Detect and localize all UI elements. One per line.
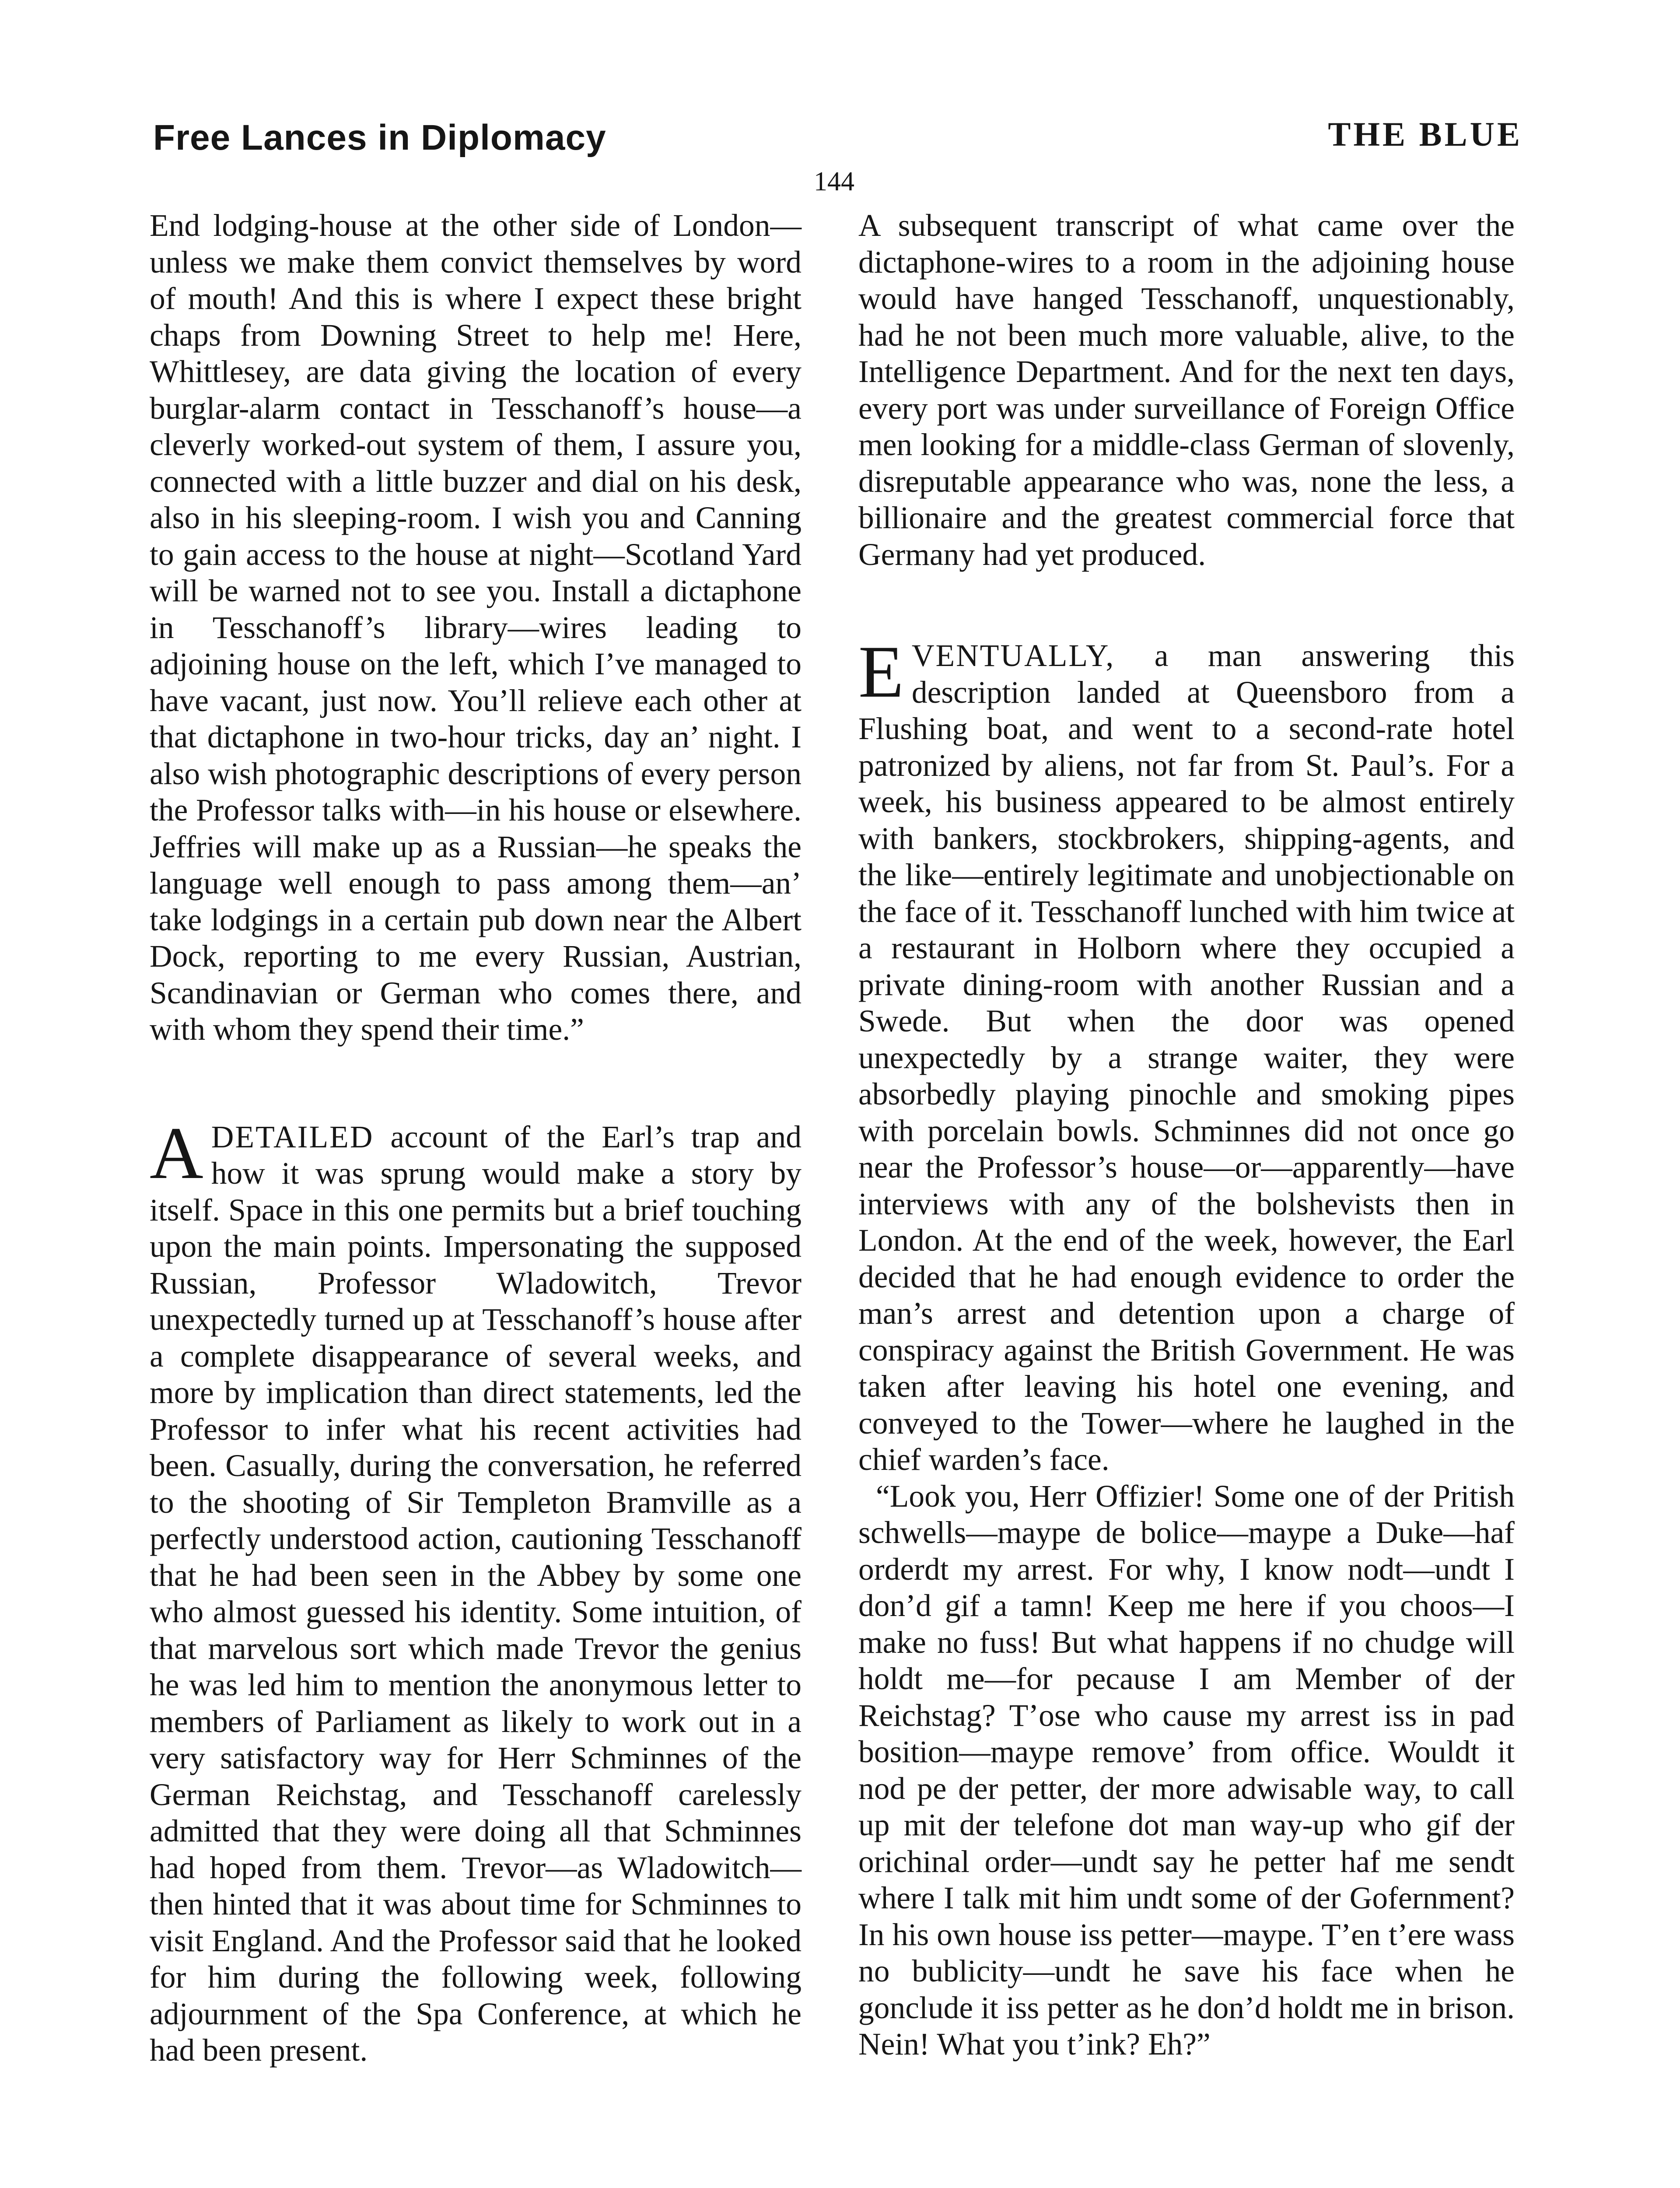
running-head-title: Free Lances in Diplomacy [153,118,606,158]
drop-cap: A [150,1112,203,1194]
drop-cap: E [858,631,904,713]
right-column [858,207,1515,2063]
running-head-magazine: THE BLUE [1328,115,1522,153]
lead-in-word: DETAILED [211,1119,374,1154]
left-column [150,207,802,2069]
right-paragraph-3: “Look you, Herr Offizier! Some one of der Pritish schwells—maype de bolice—maype a Duke—haf orderdt my arrest. For why, I know nodt—undt I don’d gif a tamn! Keep me here if you choos—I make no fuss! But what happens if no chudge will holdt me—for pecause I am Member of der Reichstag? T’ose who cause my arrest iss in pad bosition—maype remove’ from office. Wouldt it nod pe der petter, der more adwisable way, to call up mit der telefone dot man way-up who gif der orichinal order—undt say he petter haf me sendt where I talk mit him undt some of der Gofernment? In his own house iss petter—maype. T’en t’ere wass no bublicity—undt he save his face when he gonclude it iss petter as he don’d holdt me in brison. Nein! What you t’ink? Eh?” [858,1479,1515,2062]
lead-in-word: VENTUALLY, [911,638,1115,673]
right-paragraph-1: A subsequent transcript of what came over the dictaphone-wires to a room in the adjoining house would have hanged Tesschanoff, unquestionably, had he not been much more valuable, alive, to the Intelligence Department. And for the next ten days, every port was under surveillance of Foreign Office men looking for a middle-class German of slovenly, disreputable appearance who was, none the less, a billionaire and the greatest commercial force that Germany had yet produced. [858,208,1515,572]
section-break [858,573,1515,638]
left-paragraph-1: End lodging-house at the other side of London—unless we make them convict themselves by word of mouth! And this is where I expect these bright chaps from Downing Street to help me! Here, Whittlesey, are data giving the location of every burglar-alarm contact in Tesschanoff’s house—a cleverly worked-out system of them, I assure you, connected with a little buzzer and dial on his desk, also in his sleeping-room. I wish you and Canning to gain access to the house at night—Scotland Yard will be warned not to see you. Install a dictaphone in Tesschanoff’s library—wires leading to adjoining house on the left, which I’ve managed to have vacant, just now. You’ll relieve each other at that dictaphone in two-hour tricks, day an’ night. I also wish photographic descriptions of every person the Professor talks with—in his house or elsewhere. Jeffries will make up as a Russian—he speaks the language well enough to pass among them—an’ take lodgings in a certain pub down near the Albert Dock, reporting to me every Russian, Austrian, Scandinavian or German who comes there, and with whom they spend their time.” [150,208,802,1047]
section-break [150,1048,802,1119]
page-number: 144 [814,167,854,196]
paragraph-body: account of the Earl’s trap and how it was sprung would make a story by itself. Space in this one permits but a brief touching upon the main points. Impersonating the supposed Russian, Professor Wladowitch, Trevor unexpectedly turned up at Tesschanoff’s house after a complete disappearance of several weeks, and more by implication than direct statements, led the Professor to infer what his recent activities had been. Casually, during the conversation, he referred to the shooting of Sir Templeton Bramville as a perfectly understood action, cautioning Tesschanoff that he had been seen in the Abbey by some one who almost guessed his identity. Some intuition, of that marvelous sort which made Trevor the genius he was led him to mention the anonymous letter to members of Parliament as likely to work out in a very satisfactory way for Herr Schminnes of the German Reichstag, and Tesschanoff carelessly admitted that they were doing all that Schminnes had hoped from them. Trevor—as Wladowitch—then hinted that it was about time for Schminnes to visit England. And the Professor said that he looked for him during the following week, following adjournment of the Spa Conference, at which he had been present. [150,1119,802,2068]
right-paragraph-2 [858,631,1515,1478]
paragraph-body: a man answering this description landed at Queensboro from a Flushing boat, and went to a second-rate hotel patronized by aliens, not far from St. Paul’s. For a week, his business appeared to be almost entirely with bankers, stockbrokers, shipping-agents, and the like—entirely legitimate and unobjectionable on the face of it. Tesschanoff lunched with him twice at a restaurant in Holborn where they occupied a private dining-room with another Russian and a Swede. But when the door was opened unexpectedly by a strange waiter, they were absorbedly playing pinochle and smoking pipes with porcelain bowls. Schminnes did not once go near the Professor’s house—or—apparently—have interviews with any of the bolshevists then in London. At the end of the week, however, the Earl decided that he had enough evidence to order the man’s arrest and detention upon a charge of conspiracy against the British Government. He was taken after leaving his hotel one evening, and conveyed to the Tower—where he laughed in the chief warden’s face. [858,638,1515,1477]
left-paragraph-2 [150,1112,802,2069]
